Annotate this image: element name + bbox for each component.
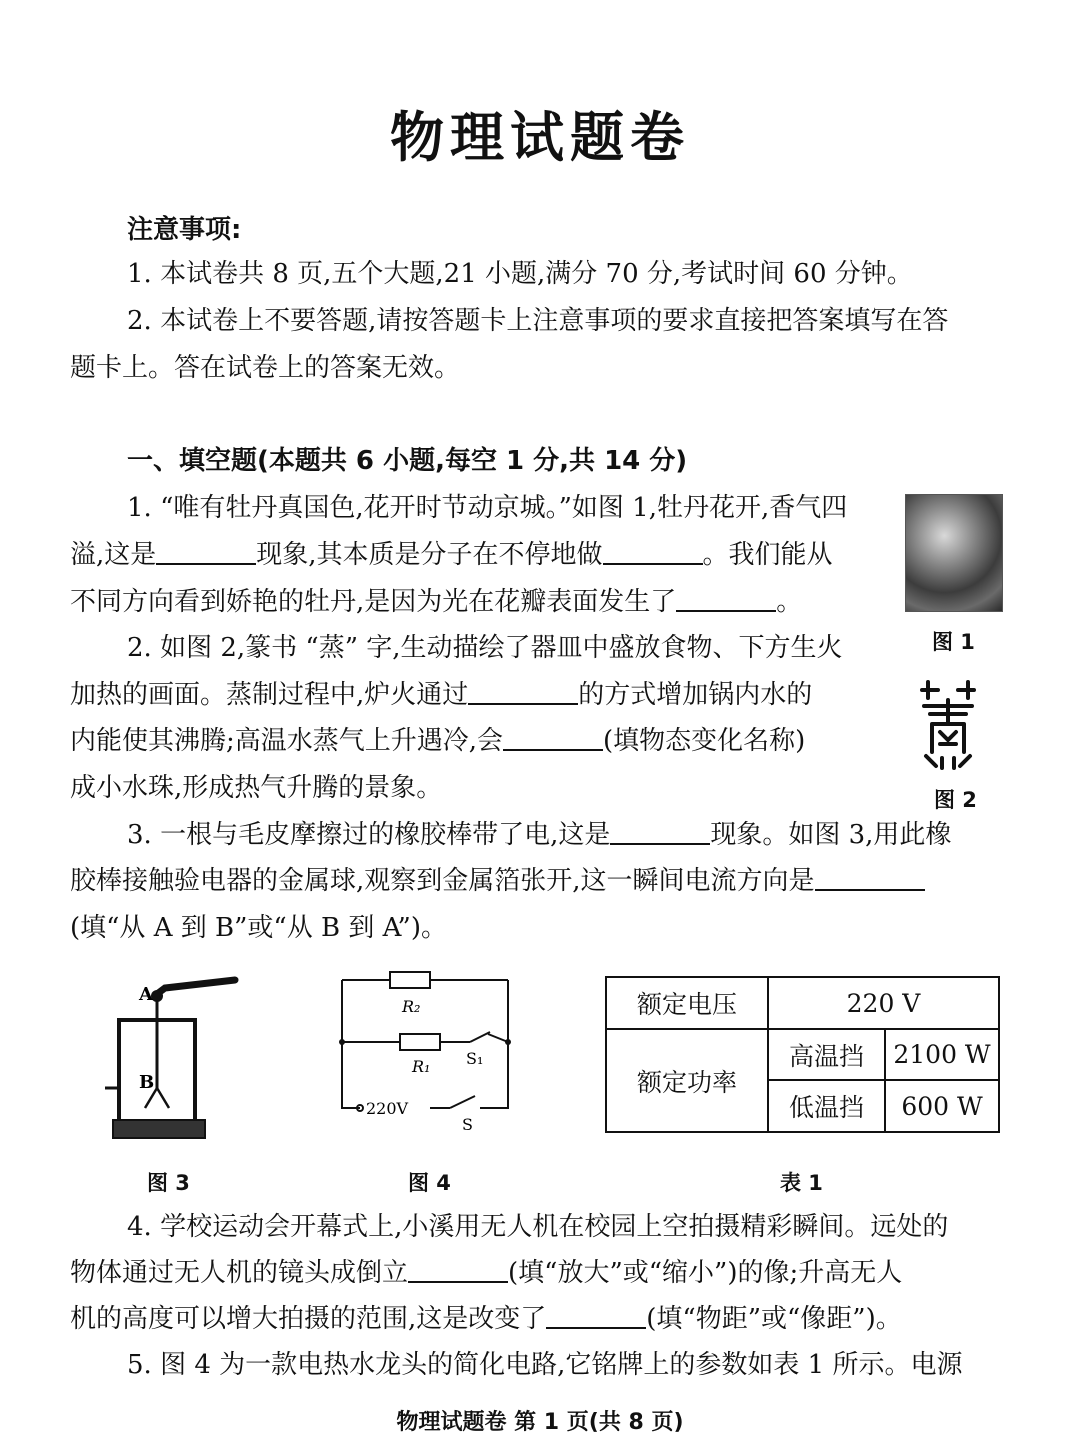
q1-text: 。我们能从	[702, 540, 833, 570]
q5-line-1: 5. 图 4 为一款电热水龙头的简化电路,它铭牌上的参数如表 1 所示。电源	[127, 1350, 963, 1380]
answer-blank[interactable]	[815, 865, 925, 891]
table-1-caption: 表 1	[780, 1171, 823, 1195]
answer-blank[interactable]	[503, 725, 603, 751]
q1-text: 溢,这是	[70, 540, 157, 570]
fig-3-caption: 图 3	[147, 1171, 190, 1195]
q3-line-1	[127, 818, 951, 852]
notes-heading: 注意事项:	[127, 215, 242, 245]
fig-4-caption: 图 4	[408, 1171, 451, 1195]
page-footer: 物理试题卷 第 1 页(共 8 页)	[396, 1410, 684, 1435]
answer-blank[interactable]	[156, 539, 256, 565]
spec-table	[605, 976, 1000, 1133]
answer-blank[interactable]	[546, 1303, 646, 1329]
q4-line-2	[70, 1256, 902, 1290]
q2-line-3	[70, 724, 805, 758]
notes-item-1: 1. 本试卷共 8 页,五个大题,21 小题,满分 70 分,考试时间 60 分钟。	[127, 259, 913, 289]
q4-text: 物体通过无人机的镜头成倒立	[70, 1258, 409, 1288]
fig-4-s-label: S	[462, 1115, 473, 1134]
electroscope-diagram	[95, 970, 245, 1150]
circuit-diagram	[330, 968, 530, 1143]
fig-3-label-a: A	[139, 984, 153, 1005]
q3-text: 3. 一根与毛皮摩擦过的橡胶棒带了电,这是	[127, 820, 611, 850]
fig-3-label-b: B	[139, 1072, 155, 1093]
rated-voltage-value: 220 V	[768, 977, 999, 1029]
answer-blank[interactable]	[610, 819, 710, 845]
q1-text: 不同方向看到娇艳的牡丹,是因为光在花瓣表面发生了	[70, 587, 677, 617]
notes-item-2-line-2: 题卡上。答在试卷上的答案无效。	[70, 353, 461, 383]
answer-blank[interactable]	[603, 539, 703, 565]
peony-photo	[905, 494, 1003, 612]
q1-text: 现象,其本质是分子在不停地做	[256, 540, 603, 570]
q4-text: 机的高度可以增大拍摄的范围,这是改变了	[70, 1304, 547, 1334]
q2-text: 加热的画面。蒸制过程中,炉火通过	[70, 680, 469, 710]
high-setting-value: 2100 W	[885, 1029, 999, 1080]
q2-text: (填物态变化名称)	[603, 726, 806, 756]
q1-line-1: 1. “唯有牡丹真国色,花开时节动京城。”如图 1,牡丹花开,香气四	[127, 493, 848, 523]
q4-text: (填“物距”或“像距”)。	[646, 1304, 902, 1334]
q4-text: (填“放大”或“缩小”)的像;升高无人	[508, 1258, 903, 1288]
q1-line-3	[70, 585, 802, 619]
q1-line-2	[70, 538, 833, 572]
low-setting-value: 600 W	[885, 1080, 999, 1132]
q2-line-2	[70, 678, 812, 712]
q4-line-3	[70, 1302, 902, 1336]
section-1-heading: 一、填空题(本题共 6 小题,每空 1 分,共 14 分)	[127, 446, 688, 476]
q1-text: 。	[776, 587, 803, 617]
rated-voltage-label: 额定电压	[606, 977, 768, 1029]
q3-text: 胶棒接触验电器的金属球,观察到金属箔张开,这一瞬间电流方向是	[70, 866, 815, 896]
high-setting-label: 高温挡	[768, 1029, 885, 1080]
q2-text: 的方式增加锅内水的	[578, 680, 813, 710]
answer-blank[interactable]	[408, 1257, 508, 1283]
q2-text: 内能使其沸腾;高温水蒸气上升遇冷,会	[70, 726, 504, 756]
seal-script-character-icon	[918, 678, 978, 770]
q3-line-3: (填“从 A 到 B”或“从 B 到 A”)。	[70, 913, 447, 943]
q3-line-2	[70, 864, 925, 898]
fig-4-r1-label: R₁	[412, 1057, 431, 1076]
page-title: 物理试题卷	[390, 106, 690, 169]
q2-line-4: 成小水珠,形成热气升腾的景象。	[70, 773, 443, 803]
fig-4-s1-label: S₁	[466, 1049, 484, 1068]
answer-blank[interactable]	[676, 586, 776, 612]
fig-4-r2-label: R₂	[402, 997, 421, 1016]
q3-text: 现象。如图 3,用此橡	[710, 820, 952, 850]
notes-item-2-line-1: 2. 本试卷上不要答题,请按答题卡上注意事项的要求直接把答案填写在答	[127, 306, 949, 336]
q2-line-1: 2. 如图 2,篆书 “蒸” 字,生动描绘了器皿中盛放食物、下方生火	[127, 633, 843, 663]
low-setting-label: 低温挡	[768, 1080, 885, 1132]
rated-power-label: 额定功率	[606, 1029, 768, 1132]
fig-4-voltage-label: 220V	[366, 1099, 409, 1118]
q4-line-1: 4. 学校运动会开幕式上,小溪用无人机在校园上空拍摄精彩瞬间。远处的	[127, 1212, 949, 1242]
fig-2-caption: 图 2	[934, 788, 977, 812]
answer-blank[interactable]	[468, 679, 578, 705]
fig-1-caption: 图 1	[932, 630, 975, 654]
